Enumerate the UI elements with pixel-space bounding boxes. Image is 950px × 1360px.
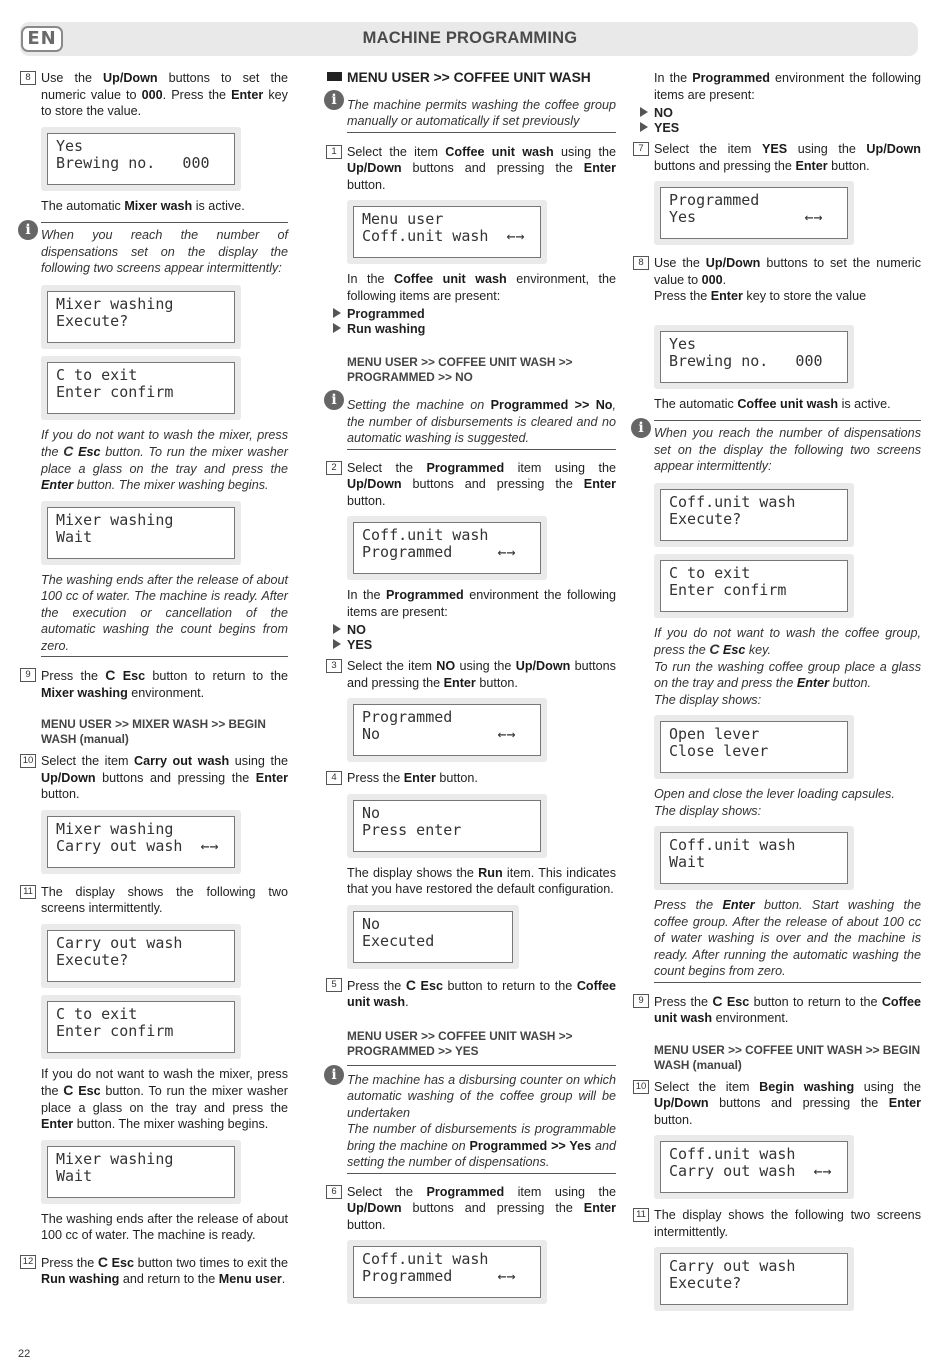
display-screen: Coff.unit wash Execute? [654, 483, 854, 547]
display-screen: Carry out wash Execute? [41, 924, 241, 988]
display-screen: No Executed [347, 905, 519, 969]
triangle-bullet-icon [640, 107, 648, 117]
step-number: 9 [20, 668, 36, 682]
item-list [326, 623, 616, 653]
divider [41, 222, 288, 223]
column-3 [633, 70, 921, 1318]
step-6: 6 Select the Programmed item using the Up/Down buttons and pressing the Enter button. [326, 1184, 616, 1234]
step-4: 4 Press the Enter button. [326, 770, 616, 787]
step-9: 9 Press the C Esc button to return to the Coffee unit wash environment. [633, 993, 921, 1027]
info-icon: i [324, 90, 344, 110]
display-screen: Programmed No ←→ [347, 698, 547, 762]
step-number: 11 [633, 1208, 649, 1222]
page-title: MACHINE PROGRAMMING [362, 29, 578, 47]
step-1: 1 Select the item Coffee unit wash using the Up/Down buttons and pressing the Enter button. [326, 144, 616, 194]
list-item: YES [326, 638, 616, 653]
step-number: 10 [633, 1080, 649, 1094]
display-screen: Open lever Close lever [654, 715, 854, 779]
display-screen: Coff.unit wash Wait [654, 826, 854, 890]
step-number: 5 [326, 978, 342, 992]
display-screen: Yes Brewing no. 000 [654, 325, 854, 389]
divider [654, 982, 921, 983]
triangle-bullet-icon [333, 624, 341, 634]
step-number: 4 [326, 771, 342, 785]
triangle-bullet-icon [333, 639, 341, 649]
instruction-text: The washing ends after the release of about 100 cc of water. The machine is ready. [41, 1211, 288, 1242]
step-5: 5 Press the C Esc button to return to the Coffee unit wash. [326, 977, 616, 1011]
step-number: 1 [326, 145, 342, 159]
display-screen: C to exit Enter confirm [41, 995, 241, 1059]
instruction-text: The display shows the Run item. This indicates that you have restored the default configuration. [347, 865, 616, 896]
step-3: 3 Select the item NO using the Up/Down buttons and pressing the Enter button. [326, 658, 616, 691]
list-item: Programmed [326, 307, 616, 322]
step-2: 2 Select the Programmed item using the Up/Down buttons and pressing the Enter button. [326, 460, 616, 510]
instruction-text: The washing ends after the release of about 100 cc of water. The machine is ready. After the execution or cancellation of the automatic washing the count begins from zero. [41, 572, 288, 653]
step-number: 7 [633, 142, 649, 156]
triangle-bullet-icon [640, 122, 648, 132]
instruction-text: Open and close the lever loading capsules. The display shows: [654, 787, 895, 818]
column-1 [20, 70, 288, 1292]
display-screen: C to exit Enter confirm [41, 356, 241, 420]
list-item: Run washing [326, 322, 616, 337]
status-text: The automatic Coffee unit wash is active. [654, 396, 891, 411]
step-number: 12 [20, 1255, 36, 1269]
step-number: 9 [633, 994, 649, 1008]
step-10: 10 Select the item Begin washing using the Up/Down buttons and pressing the Enter button. [633, 1079, 921, 1129]
list-item: NO [326, 623, 616, 638]
list-item: YES [633, 121, 921, 136]
language-badge: EN [21, 26, 63, 52]
display-screen: Mixer washing Execute? [41, 285, 241, 349]
step-number: 8 [20, 71, 36, 85]
instruction-text: If you do not want to wash the mixer, press the C Esc button. To run the mixer washer place a glass on the tray and press the Enter button. The mixer washing begins. [41, 1066, 288, 1131]
step-7: 7 Select the item YES using the Up/Down buttons and pressing the Enter button. [633, 141, 921, 174]
step-8: 8 Use the Up/Down buttons to set the numeric value to 000. Press the Enter key to store the value. [20, 70, 288, 120]
divider [41, 656, 288, 657]
sub-heading: MENU USER >> COFFEE UNIT WASH >> PROGRAMMED >> YES [347, 1028, 573, 1058]
divider [347, 449, 616, 450]
step-number: 2 [326, 461, 342, 475]
instruction-text: Press the Enter button. Start washing the coffee group. After the release of about 100 cc of water washing is over and the machine is ready. After running the automatic washing the count begins from zero. [654, 898, 921, 978]
item-list [326, 307, 616, 337]
step-10: 10 Select the item Carry out wash using the Up/Down buttons and pressing the Enter button. [20, 753, 288, 803]
sub-heading: MENU USER >> MIXER WASH >> BEGIN WASH (manual) [41, 717, 266, 746]
divider [347, 1173, 616, 1174]
divider [347, 1065, 616, 1066]
divider [347, 132, 616, 133]
divider [654, 420, 921, 421]
display-screen: No Press enter [347, 794, 547, 858]
column-2 [326, 70, 616, 1311]
display-screen: Carry out wash Execute? [654, 1247, 854, 1311]
info-icon: i [324, 1065, 344, 1085]
display-screen: Menu user Coff.unit wash ←→ [347, 200, 547, 264]
step-number: 11 [20, 885, 36, 899]
info-icon: i [18, 220, 38, 240]
step-number: 8 [633, 256, 649, 270]
info-note: i When you reach the number of dispensations set on the display the following two screens appear intermittently: [20, 225, 288, 277]
info-note: i When you reach the number of dispensations set on the display the following two screens appear intermittently: [633, 423, 921, 475]
step-8: 8 Use the Up/Down buttons to set the numeric value to 000. Press the Enter key to store the value [633, 255, 921, 305]
display-screen: Coff.unit wash Programmed ←→ [347, 516, 547, 580]
section-heading: MENU USER >> COFFEE UNIT WASH [326, 70, 616, 87]
info-note: i The machine has a disbursing counter on which automatic washing of the coffee group will be undertaken The number of disbursements is programmable bring the machine on Programmed >> Yes and setting the number of dispensations. [326, 1070, 616, 1171]
display-screen: C to exit Enter confirm [654, 554, 854, 618]
info-icon: i [324, 390, 344, 410]
triangle-bullet-icon [333, 308, 341, 318]
display-screen: Coff.unit wash Programmed ←→ [347, 1240, 547, 1304]
display-screen: Programmed Yes ←→ [654, 181, 854, 245]
display-screen: Yes Brewing no. 000 [41, 127, 241, 191]
list-item: NO [633, 106, 921, 121]
step-11: 11 The display shows the following two screens intermittently. [20, 884, 288, 917]
instruction-text: In the Coffee unit wash environment, the following items are present: [347, 272, 616, 303]
display-screen: Mixer washing Wait [41, 501, 241, 565]
item-list [633, 106, 921, 136]
square-bullet-icon [327, 72, 342, 81]
display-screen: Mixer washing Carry out wash ←→ [41, 810, 241, 874]
info-icon: i [631, 418, 651, 438]
step-number: 3 [326, 659, 342, 673]
instruction-text: In the Programmed environment the following items are present: [347, 588, 617, 619]
step-11: 11 The display shows the following two screens intermittently. [633, 1207, 921, 1240]
display-screen: Mixer washing Wait [41, 1140, 241, 1204]
status-text: The automatic Mixer wash is active. [41, 198, 245, 213]
page-number: 22 [18, 1348, 31, 1360]
step-12: 12 Press the C Esc button two times to exit the Run washing and return to the Menu user. [20, 1254, 288, 1288]
info-note: i Setting the machine on Programmed >> No, the number of disbursements is cleared and no automatic washing is suggested. [326, 395, 616, 447]
display-screen: Coff.unit wash Carry out wash ←→ [654, 1135, 854, 1199]
step-number: 10 [20, 754, 36, 768]
triangle-bullet-icon [333, 323, 341, 333]
step-9: 9 Press the C Esc button to return to the Mixer washing environment. [20, 667, 288, 701]
info-note: i The machine permits washing the coffee group manually or automatically if set previously [326, 95, 616, 130]
instruction-text: If you do not want to wash the coffee group, press the C Esc key. To run the washing coffee group place a glass on the tray and press the Enter button. The display shows: [654, 625, 921, 707]
sub-heading: MENU USER >> COFFEE UNIT WASH >> BEGIN WASH (manual) [654, 1042, 921, 1072]
step-number: 6 [326, 1185, 342, 1199]
instruction-text: In the Programmed environment the following items are present: [654, 71, 921, 102]
sub-heading: MENU USER >> COFFEE UNIT WASH >> PROGRAMMED >> NO [347, 355, 573, 384]
instruction-text: If you do not want to wash the mixer, press the C Esc button. To run the mixer washer place a glass on the tray and press the Enter button. The mixer washing begins. [41, 427, 288, 492]
